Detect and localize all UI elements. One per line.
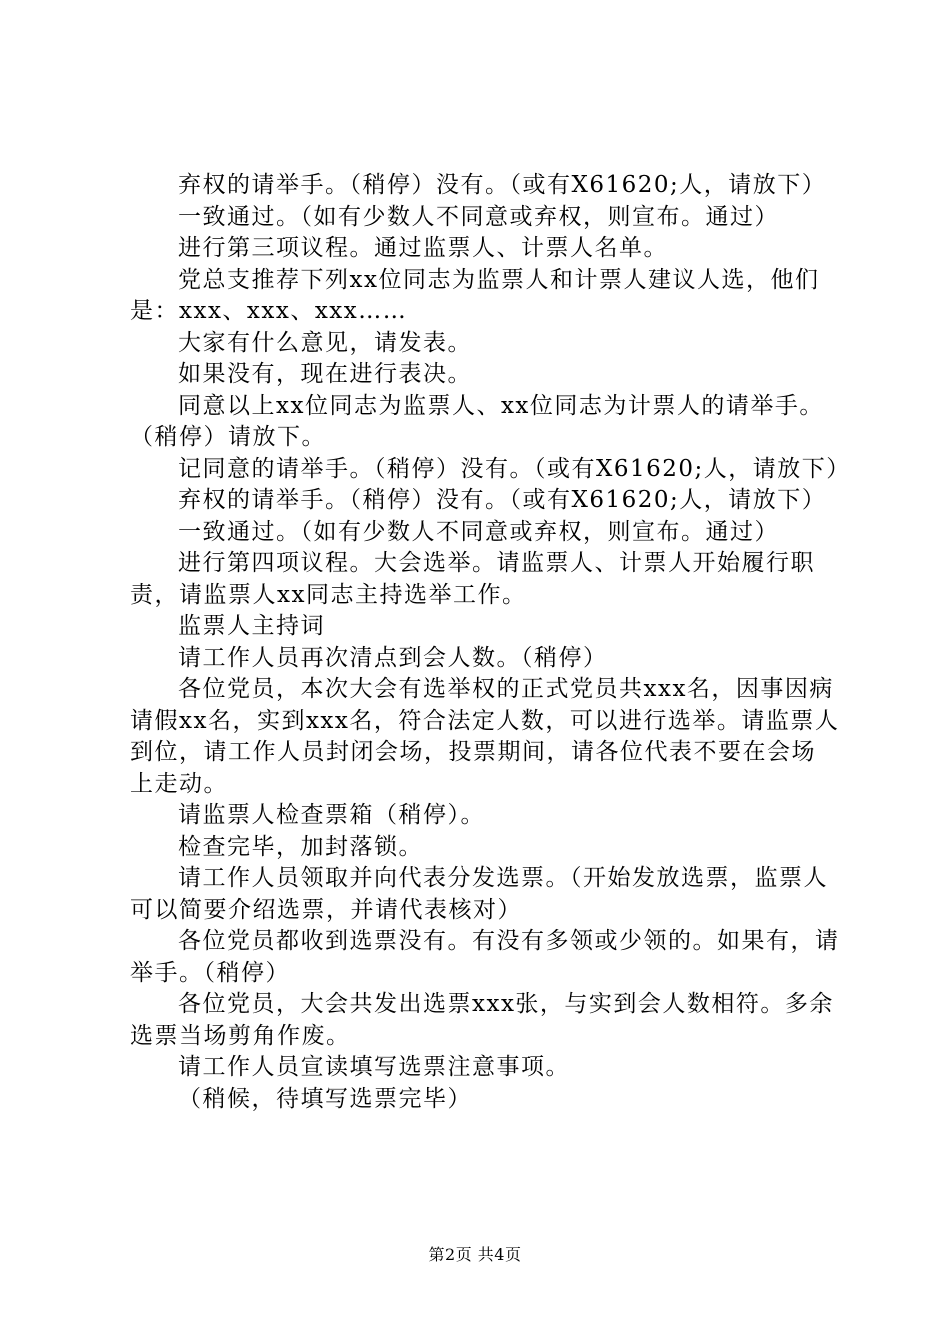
paragraph: 请工作人员再次清点到会人数。（稍停） (178, 644, 608, 671)
paragraph: 各位党员都收到选票没有。有没有多领或少领的。如果有，请举手。（稍停） (130, 928, 840, 986)
section-heading: 监票人主持词 (178, 613, 325, 639)
paragraph: 同意以上xx位同志为监票人、xx位同志为计票人的请举手。（稍停）请放下。 (130, 392, 824, 450)
paragraph: （稍候，待填写选票完毕） (178, 1085, 472, 1112)
paragraph: 弃权的请举手。（稍停）没有。（或有X61620;人，请放下） (178, 172, 827, 198)
paragraph: 一致通过。（如有少数人不同意或弃权，则宣布。通过） (178, 203, 779, 230)
paragraph: 进行第三项议程。通过监票人、计票人名单。 (178, 235, 668, 261)
paragraph: 请工作人员宣读填写选票注意事项。 (178, 1054, 570, 1080)
paragraph: 大家有什么意见，请发表。 (178, 329, 472, 356)
paragraph: 进行第四项议程。大会选举。请监票人、计票人开始履行职责，请监票人xx同志主持选举工作。 (130, 550, 815, 608)
paragraph: 弃权的请举手。（稍停）没有。（或有X61620;人，请放下） (178, 487, 827, 513)
paragraph: 检查完毕，加封落锁。 (178, 833, 423, 860)
paragraph: 记同意的请举手。（稍停）没有。（或有X61620;人，请放下） (178, 455, 851, 482)
paragraph: 请监票人检查票箱（稍停）。 (178, 802, 485, 828)
paragraph: 各位党员，大会共发出选票xxx张，与实到会人数相符。多余选票当场剪角作废。 (130, 991, 834, 1049)
paragraph: 党总支推荐下列xx位同志为监票人和计票人建议人选，他们是：xxx、xxx、xxx…… (130, 266, 820, 324)
page-number-footer: 第2页 共4页 (428, 1245, 522, 1264)
paragraph: 请工作人员领取并向代表分发选票。（开始发放选票，监票人可以简要介绍选票，并请代表核对） (130, 865, 828, 923)
paragraph: 一致通过。（如有少数人不同意或弃权，则宣布。通过） (178, 518, 779, 545)
paragraph: 如果没有，现在进行表决。 (178, 361, 472, 387)
document-body (130, 170, 851, 1115)
paragraph: 各位党员，本次大会有选举权的正式党员共xxx名，因事因病请假xx名，实到xxx名，符合法定人数，可以进行选举。请监票人到位，请工作人员封闭会场，投票期间，请各位代表不要在会场上走动。 (130, 676, 840, 797)
